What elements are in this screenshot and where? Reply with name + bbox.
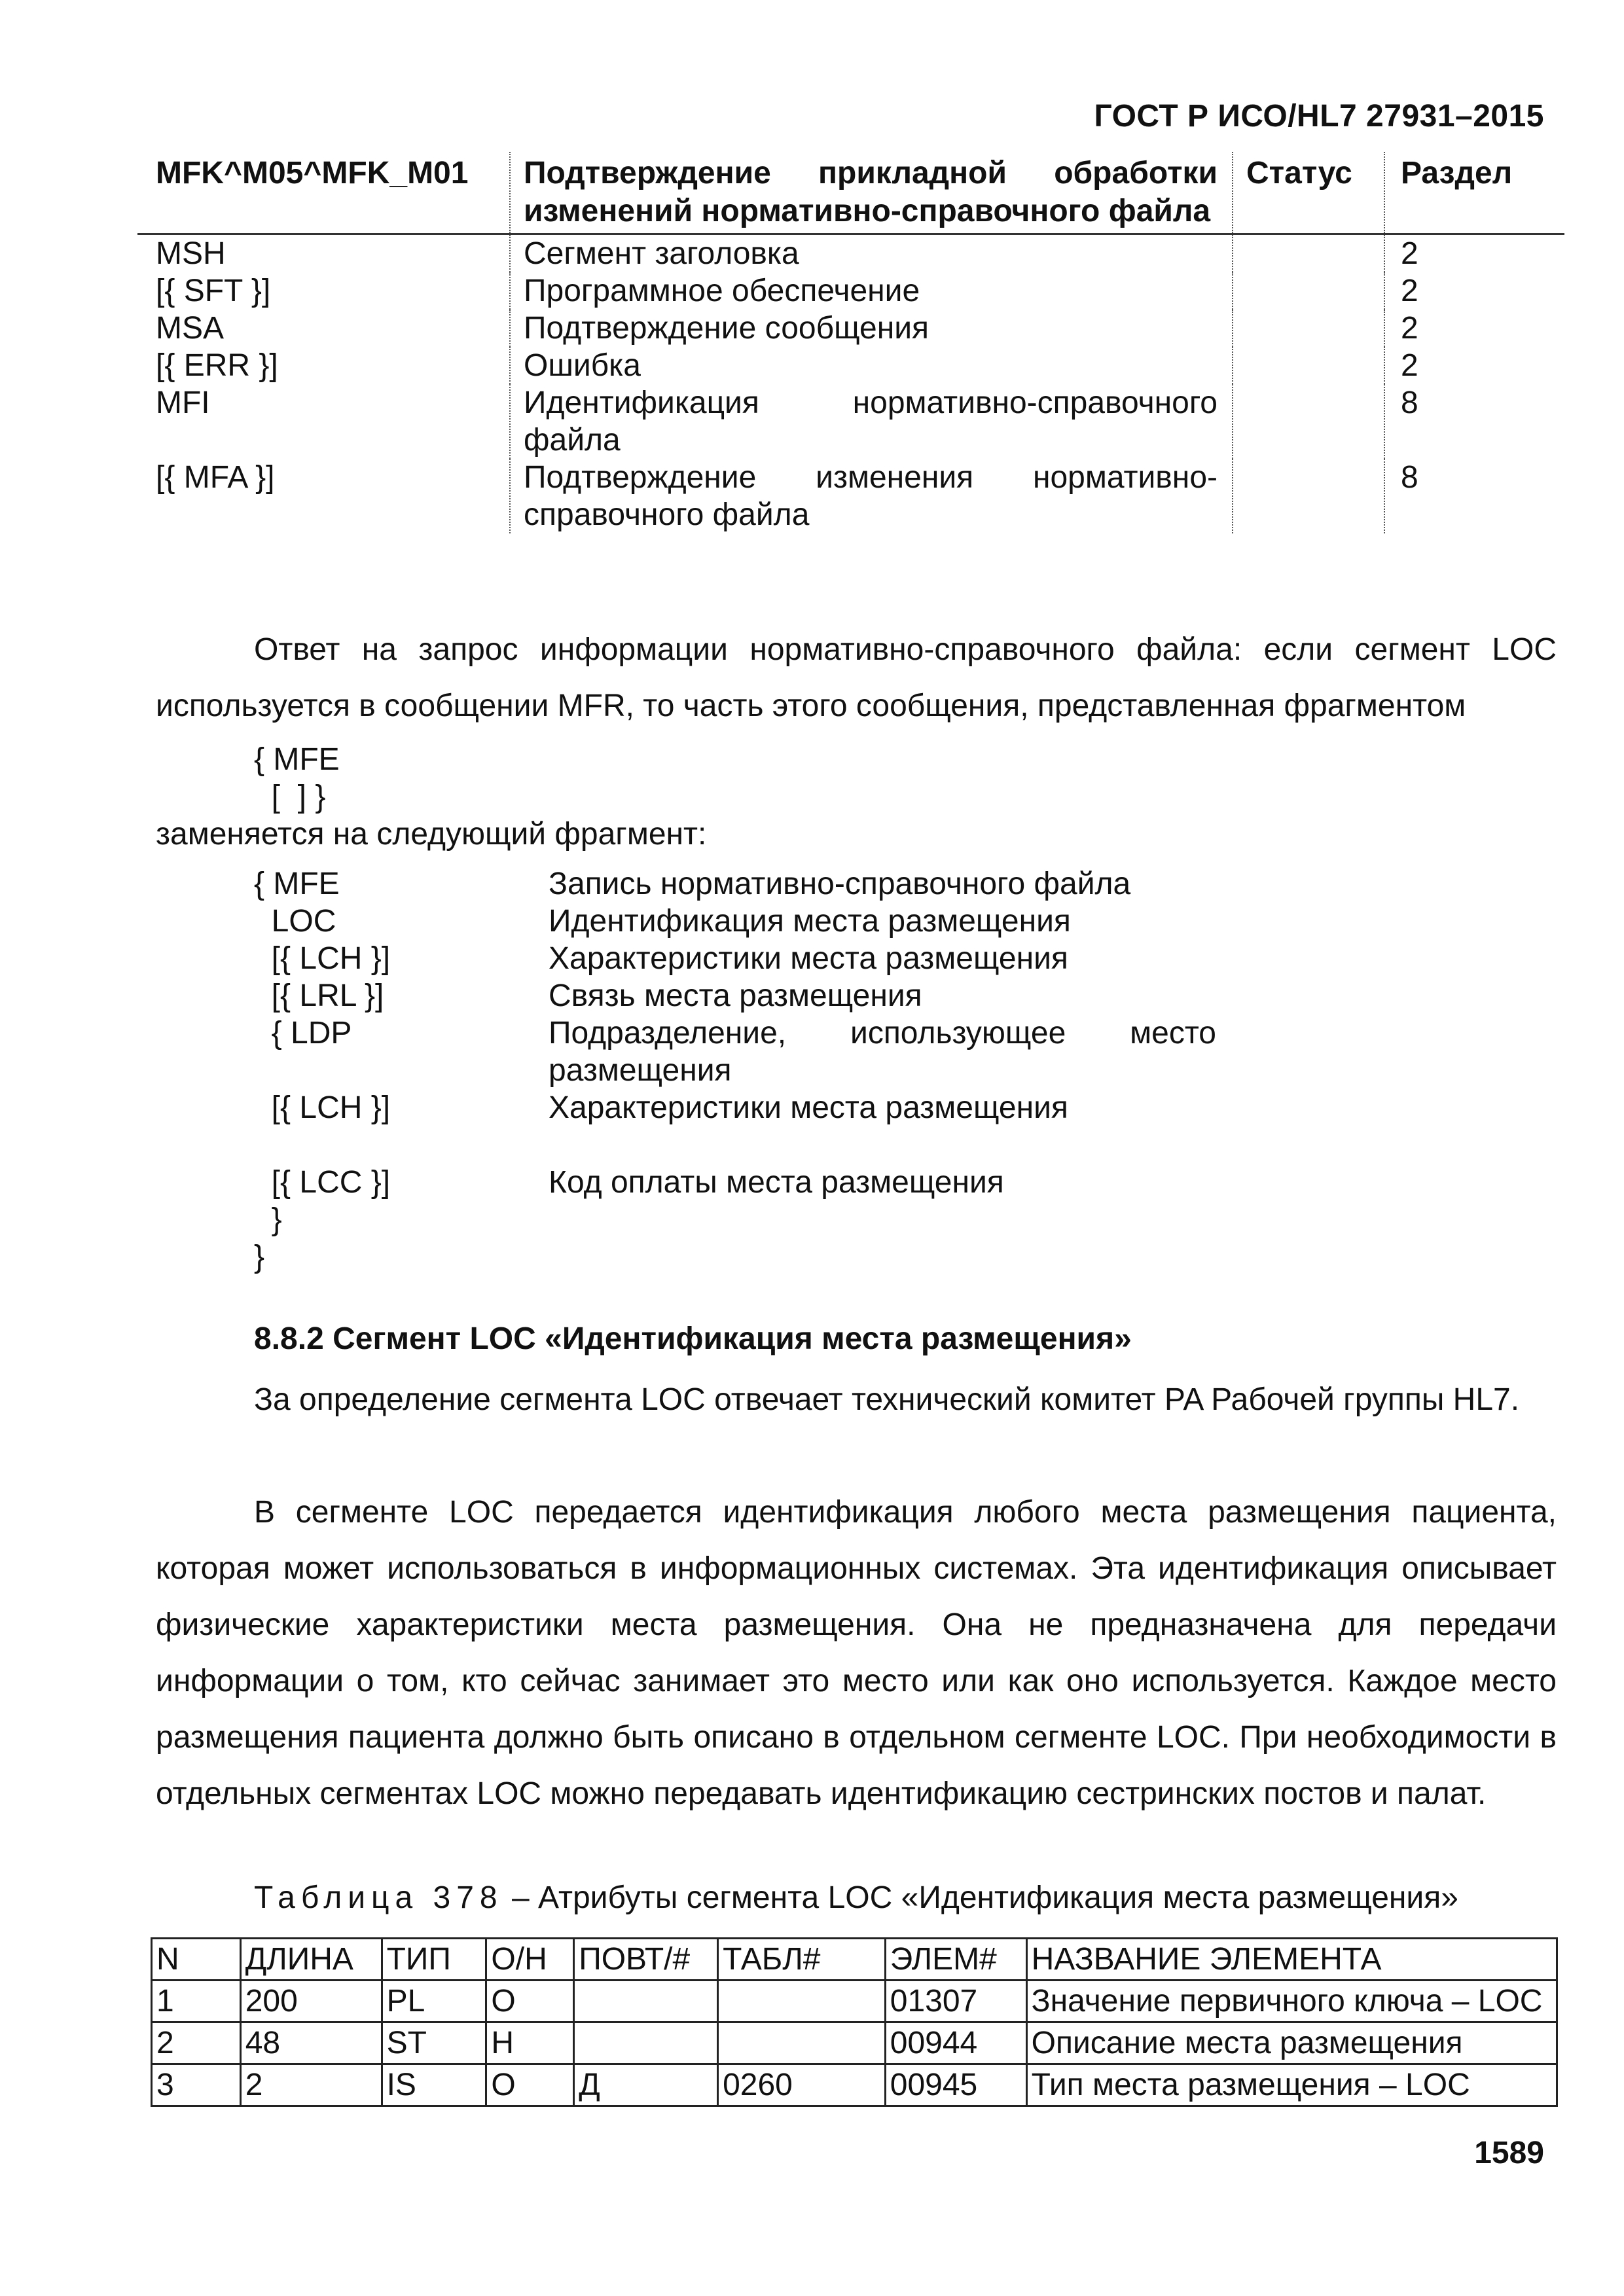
column-header: ТАБЛ# <box>718 1939 886 1981</box>
segment-code: MSA <box>156 311 225 346</box>
table-row <box>137 310 1564 347</box>
table-caption-label: Таблица 378 <box>254 1880 503 1915</box>
list-item <box>254 865 1223 903</box>
replace-text: заменяется на следующий фрагмент: <box>156 817 707 852</box>
message-structure-table <box>137 152 1564 533</box>
table-cell: 0260 <box>718 2064 886 2106</box>
segment-status <box>1232 384 1384 459</box>
segment-section: 2 <box>1384 310 1564 347</box>
fragment-code: [{ LCH }] <box>254 941 391 976</box>
column-header: N <box>152 1939 241 1981</box>
list-item <box>254 940 1223 977</box>
table-cell: 2 <box>152 2022 241 2064</box>
fragment-description: Связь места размещения <box>549 978 922 1013</box>
fragment-code: [{ LCC }] <box>254 1165 391 1200</box>
message-description-header: Подтверждение прикладной обработки изменений нормативно-справочного файла <box>509 152 1232 233</box>
table-cell <box>718 2022 886 2064</box>
fragment-code: [{ LRL }] <box>254 978 384 1013</box>
segment-section: 2 <box>1384 272 1564 310</box>
fragment-code: } <box>254 1240 265 1274</box>
segment-code: MSH <box>156 236 226 271</box>
table-row <box>137 384 1564 459</box>
status-header: Статус <box>1232 152 1384 233</box>
fragment-code: } <box>254 1202 282 1237</box>
page-number: 1589 <box>1474 2136 1544 2170</box>
document-header: ГОСТ Р ИСО/HL7 27931–2015 <box>1094 99 1544 134</box>
segment-section: 8 <box>1384 459 1564 533</box>
table-row <box>137 347 1564 384</box>
column-header: ДЛИНА <box>240 1939 382 1981</box>
table-cell: 00944 <box>885 2022 1026 2064</box>
table-row <box>137 272 1564 310</box>
section-header: Раздел <box>1384 152 1564 233</box>
column-header: ПОВТ/# <box>574 1939 718 1981</box>
table-cell: Значение первичного ключа – LOC <box>1026 1981 1557 2022</box>
attribute-table <box>151 1937 1558 2107</box>
fragment-code: { LDP <box>254 1016 352 1050</box>
table-row <box>137 459 1564 533</box>
table-cell: О <box>486 1981 574 2022</box>
table-row <box>137 235 1564 272</box>
attribute-table-header <box>152 1939 1557 1981</box>
paragraph-responsibility: За определение сегмента LOC отвечает технический комитет PA Рабочей группы HL7. <box>254 1382 1520 1417</box>
fragment-original-line1: { MFE <box>254 742 340 777</box>
segment-description: Подтверждение изменения нормативно-справочного файла <box>509 459 1232 533</box>
segment-code: [{ MFA }] <box>156 460 275 495</box>
paragraph-mfr-response: Ответ на запрос информации нормативно-справочного файла: если сегмент LOC используется в сообщении MFR, то часть этого сообщения, представленная фрагментом <box>156 632 1557 723</box>
fragment-list <box>254 865 1223 1276</box>
table-cell: 3 <box>152 2064 241 2106</box>
list-item <box>254 1238 1223 1276</box>
table-cell: 1 <box>152 1981 241 2022</box>
table-cell: PL <box>382 1981 486 2022</box>
list-item <box>254 977 1223 1014</box>
message-table-header <box>137 152 1564 235</box>
table-cell: О <box>486 2064 574 2106</box>
table-row <box>152 2022 1557 2064</box>
segment-section: 2 <box>1384 235 1564 272</box>
table-row <box>152 2064 1557 2106</box>
table-cell: 01307 <box>885 1981 1026 2022</box>
fragment-description: Идентификация места размещения <box>549 904 1071 939</box>
segment-description: Сегмент заголовка <box>509 235 1232 272</box>
fragment-description: Характеристики места размещения <box>549 1090 1068 1125</box>
table-cell <box>574 1981 718 2022</box>
segment-status <box>1232 459 1384 533</box>
list-item <box>254 1201 1223 1238</box>
segment-description: Идентификация нормативно-справочного файла <box>509 384 1232 459</box>
fragment-original-line2: [ ] } <box>254 780 326 814</box>
table-cell: 2 <box>240 2064 382 2106</box>
segment-description: Программное обеспечение <box>509 272 1232 310</box>
fragment-description: Код оплаты места размещения <box>549 1165 1004 1200</box>
table-cell: ST <box>382 2022 486 2064</box>
segment-code: [{ SFT }] <box>156 274 271 308</box>
fragment-code: LOC <box>254 904 336 939</box>
list-item <box>254 1014 1223 1089</box>
message-id-header: MFK^M05^MFK_M01 <box>156 156 469 190</box>
table-caption <box>254 1880 1458 1916</box>
segment-status <box>1232 347 1384 384</box>
table-cell: Д <box>574 2064 718 2106</box>
segment-description: Ошибка <box>509 347 1232 384</box>
list-item <box>254 903 1223 940</box>
fragment-description <box>549 1201 1216 1238</box>
segment-status <box>1232 272 1384 310</box>
fragment-code: [{ LCH }] <box>254 1090 391 1125</box>
segment-section: 2 <box>1384 347 1564 384</box>
list-item <box>254 1089 1223 1126</box>
segment-status <box>1232 235 1384 272</box>
list-item <box>254 1164 1223 1201</box>
segment-section: 8 <box>1384 384 1564 459</box>
section-title: 8.8.2 Сегмент LOC «Идентификация места размещения» <box>254 1321 1132 1356</box>
column-header: НАЗВАНИЕ ЭЛЕМЕНТА <box>1026 1939 1557 1981</box>
table-cell: IS <box>382 2064 486 2106</box>
table-caption-text: – Атрибуты сегмента LOC «Идентификация места размещения» <box>503 1880 1458 1915</box>
table-cell: 00945 <box>885 2064 1026 2106</box>
fragment-description: Подразделение, использующее место размещения <box>549 1016 1216 1088</box>
table-cell: 200 <box>240 1981 382 2022</box>
segment-status <box>1232 310 1384 347</box>
table-cell <box>574 2022 718 2064</box>
fragment-description <box>549 1238 1216 1276</box>
table-cell <box>718 1981 886 2022</box>
fragment-code: { MFE <box>254 867 340 901</box>
paragraph-loc-description: В сегменте LOC передается идентификация любого места размещения пациента, которая может использоваться в информационных системах. Эта идентификация описывает физические характеристики места размещения. Она не предназначена для передачи информации о том, кто сейчас занимает это место или как оно используется. Каждое место размещения пациента должно быть описано в отдельном сегменте LOC. При необходимости в отдельных сегментах LOC можно передавать идентификацию сестринских постов и палат. <box>156 1495 1557 1811</box>
table-cell: Описание места размещения <box>1026 2022 1557 2064</box>
table-row <box>152 1981 1557 2022</box>
column-header: ТИП <box>382 1939 486 1981</box>
table-cell: 48 <box>240 2022 382 2064</box>
fragment-description: Запись нормативно-справочного файла <box>549 867 1131 901</box>
segment-code: MFI <box>156 386 210 420</box>
table-cell: Н <box>486 2022 574 2064</box>
fragment-description: Характеристики места размещения <box>549 941 1068 976</box>
column-header: ЭЛЕМ# <box>885 1939 1026 1981</box>
column-header: О/Н <box>486 1939 574 1981</box>
segment-description: Подтверждение сообщения <box>509 310 1232 347</box>
table-cell: Тип места размещения – LOC <box>1026 2064 1557 2106</box>
segment-code: [{ ERR }] <box>156 348 278 383</box>
